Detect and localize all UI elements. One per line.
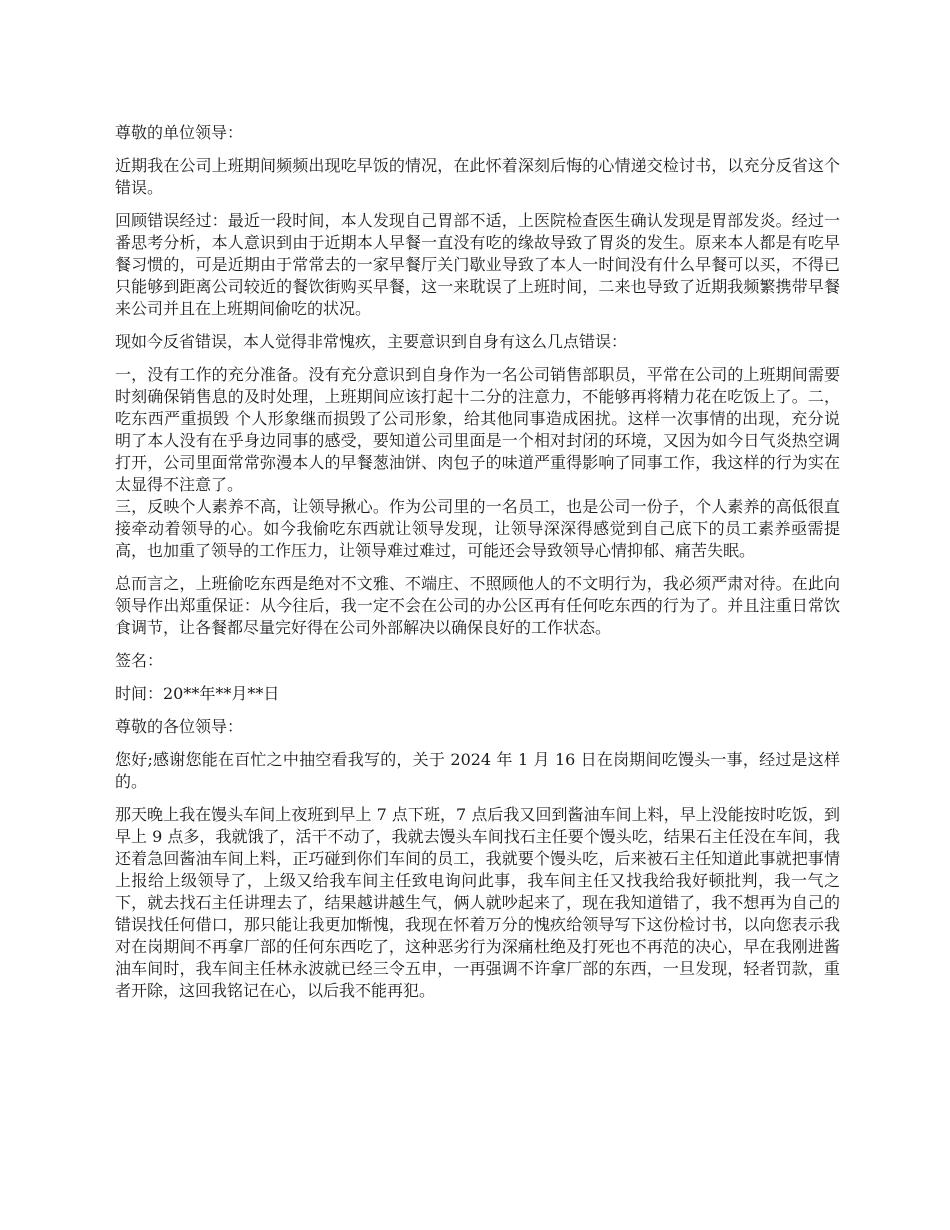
intro-paragraph: 近期我在公司上班期间频频出现吃早饭的情况，在此怀着深刻后悔的心情递交检讨书，以充分反省这个错误。 xyxy=(115,156,840,197)
reflection-paragraph: 现如今反省错误，本人觉得非常愧疚，主要意识到自身有这么几点错误： xyxy=(115,332,628,351)
date-line: 时间：20**年**月**日 xyxy=(115,684,280,703)
conclusion-paragraph: 总而言之，上班偷吃东西是绝对不文雅、不端庄、不照顾他人的不文明行为，我必须严肃对待。在此向领导作出郑重保证：从今往后，我一定不会在公司的办公区再有任何吃东西的行为了。并且注重日常饮食调节，让各餐都尽量完好得在公司外部解决以确保良好的工作状态。 xyxy=(115,574,840,637)
error-point-3: 三，反映个人素养不高，让领导揪心。作为公司里的一名员工，也是公司一份子，个人素养的高低很直接牵动着领导的心。如今我偷吃东西就让领导发现，让领导深深得感觉到自己底下的员工素养亟需提高，也加重了领导的工作压力，让领导难过难过，可能还会导致领导心情抑郁、痛苦失眠。 xyxy=(115,497,840,560)
salutation-1: 尊敬的单位领导： xyxy=(115,123,244,142)
document-page xyxy=(115,122,840,1013)
signature-line: 签名： xyxy=(115,651,164,670)
review-paragraph: 回顾错误经过：最近一段时间，本人发现自己胃部不适，上医院检查医生确认发现是胃部发炎。经过一番思考分析，本人意识到由于近期本人早餐一直没有吃的缘故导致了胃炎的发生。原来本人都是有吃早餐习惯的，可是近期由于常常去的一家早餐厅关门歇业导致了本人一时间没有什么早餐可以买，不得已只能够到距离公司较近的餐饮街购买早餐，这一来耽误了上班时间，二来也导致了近期我频繁携带早餐来公司并且在上班期间偷吃的状况。 xyxy=(115,211,840,318)
error-points-1-2: 一，没有工作的充分准备。没有充分意识到自身作为一名公司销售部职员，平常在公司的上班期间需要时刻确保销售息的及时处理，上班期间应该打起十二分的注意力，不能够再将精力花在吃饭上了。二，吃东西严重损毁 个人形象继而损毁了公司形象，给其他同事造成困扰。这样一次事情的出现，充分说明了本人没有在乎身边同事的感受，要知道公司里面是一个相对封闭的环境，又因为如今日气炎热空调打开，公司里面常常弥漫本人的早餐葱油饼、肉包子的味道严重得影响了同事工作，我这样的行为实在太显得不注意了。 xyxy=(115,365,840,494)
salutation-2: 尊敬的各位领导： xyxy=(115,717,244,736)
incident-paragraph: 那天晚上我在馒头车间上夜班到早上 7 点下班，7 点后我又回到酱油车间上料，早上没能按时吃饭，到早上 9 点多，我就饿了，活干不动了，我就去馒头车间找石主任要个馒头吃，结果石主任没在车间，我还着急回酱油车间上料，正巧碰到你们车间的员工，我就要个馒头吃，后来被石主任知道此事就把事情上报给上级领导了，上级又给我车间主任致电询问此事，我车间主任又找我给我好顿批判，我一气之下，就去找石主任讲理去了，结果越讲越生气，俩人就吵起来了，现在我知道错了，我不想再为自己的错误找任何借口，那只能让我更加惭愧，我现在怀着万分的愧疚给领导写下这份检讨书，以向您表示我对在岗期间不再拿厂部的任何东西吃了，这种恶劣行为深痛杜绝及打死也不再范的决心，早在我刚进酱油车间时，我车间主任林永波就已经三令五申，一再强调不许拿厂部的东西，一旦发现，轻者罚款，重者开除，这回我铭记在心，以后我不能再犯。 xyxy=(115,805,840,1000)
greeting-paragraph: 您好;感谢您能在百忙之中抽空看我写的，关于 2024 年 1 月 16 日在岗期间吃馒头一事，经过是这样的。 xyxy=(115,750,840,791)
